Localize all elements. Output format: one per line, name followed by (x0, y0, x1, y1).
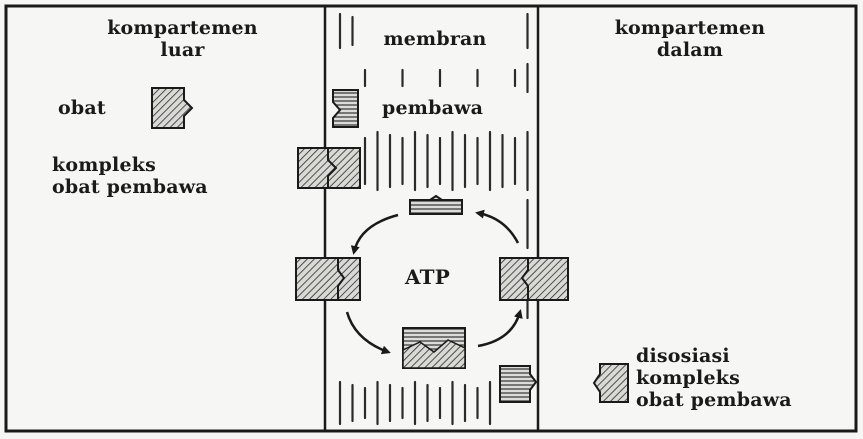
dissociation-label (636, 345, 792, 411)
complex-shape-left (296, 258, 360, 300)
carrier-shape-cycle-top (410, 196, 462, 214)
inner-compartment-label (585, 17, 795, 61)
complex-shape-bottom (403, 328, 465, 368)
complex-shape-right (500, 258, 568, 300)
drug-shape-outer (152, 88, 192, 128)
drug-label: obat (58, 97, 106, 119)
carrier-shape-top (333, 90, 358, 127)
cycle-arrow-bottom-right (478, 312, 520, 346)
complex-label-line1: kompleks (52, 154, 156, 176)
complex-label-line2: obat pembawa (52, 176, 208, 198)
carrier-shape-bottom (500, 366, 536, 402)
cycle-arrow-top-right (478, 213, 518, 243)
cycle-arrow-top-left (354, 215, 398, 252)
complex-label (52, 154, 208, 198)
drug-shape-inner (594, 364, 628, 402)
dissociation-line3: obat pembawa (636, 389, 792, 411)
atp-label: ATP (405, 265, 450, 289)
inner-compartment-line1: kompartemen (614, 17, 766, 39)
carrier-label: pembawa (382, 97, 484, 119)
outer-compartment-label (80, 17, 285, 61)
cycle-arrow-bottom-left (347, 312, 388, 352)
outer-compartment-line1: kompartemen (107, 17, 258, 39)
outer-compartment-line2: luar (160, 39, 205, 61)
dissociation-line1: disosiasi (636, 345, 730, 367)
inner-compartment-line2: dalam (656, 39, 724, 61)
membrane-label: membran (383, 28, 487, 50)
dissociation-line2: kompleks (636, 367, 740, 389)
complex-shape-upper (298, 148, 360, 188)
